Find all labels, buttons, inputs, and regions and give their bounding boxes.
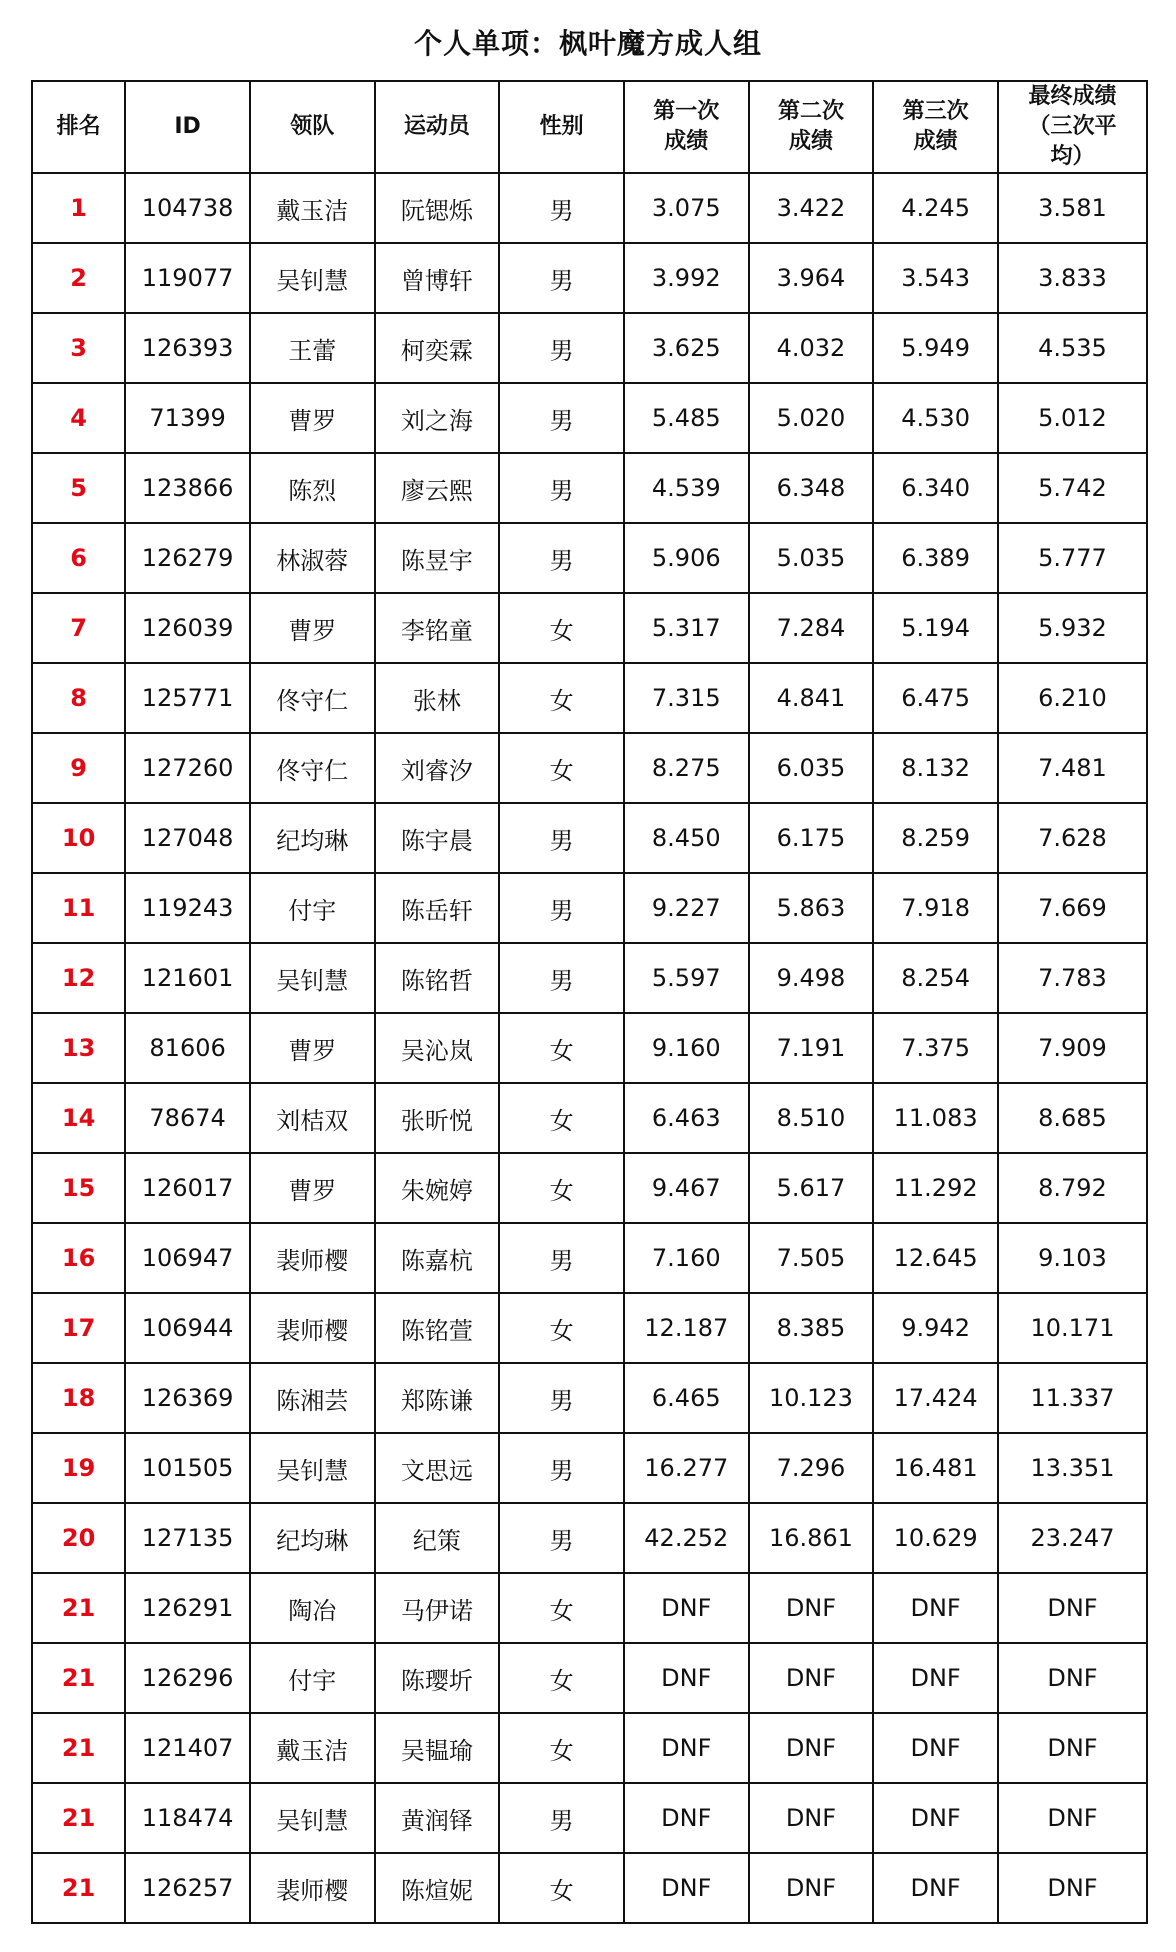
gender-cell: 男 bbox=[499, 313, 624, 383]
score-1-cell: 9.227 bbox=[624, 873, 749, 943]
score-3-cell: 9.942 bbox=[873, 1293, 998, 1363]
athlete-cell: 陈昱宇 bbox=[375, 523, 500, 593]
athlete-cell: 黄润铎 bbox=[375, 1783, 500, 1853]
score-2-cell: 7.296 bbox=[749, 1433, 874, 1503]
id-cell: 101505 bbox=[125, 1433, 250, 1503]
id-cell: 106944 bbox=[125, 1293, 250, 1363]
gender-cell: 男 bbox=[499, 803, 624, 873]
rank-cell: 16 bbox=[32, 1223, 125, 1293]
rank-cell: 4 bbox=[32, 383, 125, 453]
leader-cell: 付宇 bbox=[250, 1643, 375, 1713]
leader-cell: 裴师樱 bbox=[250, 1293, 375, 1363]
rank-cell: 21 bbox=[32, 1573, 125, 1643]
final-score-cell: 7.481 bbox=[998, 733, 1147, 803]
leader-cell: 吴钊慧 bbox=[250, 243, 375, 313]
gender-cell: 男 bbox=[499, 943, 624, 1013]
final-score-cell: 7.783 bbox=[998, 943, 1147, 1013]
table-row bbox=[32, 803, 1147, 873]
id-cell: 126039 bbox=[125, 593, 250, 663]
table-row bbox=[32, 1713, 1147, 1783]
leader-cell: 林淑蓉 bbox=[250, 523, 375, 593]
athlete-cell: 郑陈谦 bbox=[375, 1363, 500, 1433]
gender-cell: 女 bbox=[499, 1853, 624, 1923]
score-1-cell: 42.252 bbox=[624, 1503, 749, 1573]
leader-cell: 王蕾 bbox=[250, 313, 375, 383]
score-3-cell: 8.132 bbox=[873, 733, 998, 803]
score-2-cell: 6.035 bbox=[749, 733, 874, 803]
leader-cell: 刘桔双 bbox=[250, 1083, 375, 1153]
athlete-cell: 陈铭萱 bbox=[375, 1293, 500, 1363]
table-row bbox=[32, 173, 1147, 243]
athlete-cell: 曾博轩 bbox=[375, 243, 500, 313]
score-1-cell: DNF bbox=[624, 1783, 749, 1853]
score-2-cell: 8.510 bbox=[749, 1083, 874, 1153]
table-row bbox=[32, 1223, 1147, 1293]
id-cell: 125771 bbox=[125, 663, 250, 733]
score-2-cell: 5.035 bbox=[749, 523, 874, 593]
score-2-cell: DNF bbox=[749, 1713, 874, 1783]
gender-cell: 女 bbox=[499, 1153, 624, 1223]
final-score-cell: 7.909 bbox=[998, 1013, 1147, 1083]
final-score-cell: DNF bbox=[998, 1853, 1147, 1923]
rank-cell: 14 bbox=[32, 1083, 125, 1153]
header-id: ID bbox=[125, 81, 250, 173]
table-row bbox=[32, 1293, 1147, 1363]
table-row bbox=[32, 1503, 1147, 1573]
final-score-cell: DNF bbox=[998, 1643, 1147, 1713]
rank-cell: 21 bbox=[32, 1783, 125, 1853]
gender-cell: 女 bbox=[499, 593, 624, 663]
table-row bbox=[32, 1433, 1147, 1503]
score-3-cell: 12.645 bbox=[873, 1223, 998, 1293]
athlete-cell: 刘睿汐 bbox=[375, 733, 500, 803]
score-1-cell: DNF bbox=[624, 1573, 749, 1643]
athlete-cell: 李铭童 bbox=[375, 593, 500, 663]
score-3-cell: 6.389 bbox=[873, 523, 998, 593]
score-3-cell: 8.259 bbox=[873, 803, 998, 873]
score-2-cell: 7.191 bbox=[749, 1013, 874, 1083]
final-score-cell: 8.792 bbox=[998, 1153, 1147, 1223]
results-table bbox=[31, 80, 1148, 1924]
score-1-cell: 6.465 bbox=[624, 1363, 749, 1433]
athlete-cell: 陈璎圻 bbox=[375, 1643, 500, 1713]
score-1-cell: 12.187 bbox=[624, 1293, 749, 1363]
rank-cell: 6 bbox=[32, 523, 125, 593]
score-3-cell: DNF bbox=[873, 1713, 998, 1783]
rank-cell: 15 bbox=[32, 1153, 125, 1223]
score-2-cell: DNF bbox=[749, 1573, 874, 1643]
score-3-cell: DNF bbox=[873, 1853, 998, 1923]
score-3-cell: 6.475 bbox=[873, 663, 998, 733]
score-1-cell: 6.463 bbox=[624, 1083, 749, 1153]
score-1-cell: 3.625 bbox=[624, 313, 749, 383]
gender-cell: 男 bbox=[499, 1363, 624, 1433]
score-3-cell: DNF bbox=[873, 1643, 998, 1713]
score-3-cell: DNF bbox=[873, 1573, 998, 1643]
leader-cell: 陈烈 bbox=[250, 453, 375, 523]
table-row bbox=[32, 733, 1147, 803]
table-row bbox=[32, 873, 1147, 943]
score-1-cell: 3.992 bbox=[624, 243, 749, 313]
score-2-cell: 5.863 bbox=[749, 873, 874, 943]
id-cell: 121601 bbox=[125, 943, 250, 1013]
score-3-cell: 10.629 bbox=[873, 1503, 998, 1573]
score-3-cell: 4.530 bbox=[873, 383, 998, 453]
final-score-cell: 9.103 bbox=[998, 1223, 1147, 1293]
rank-cell: 21 bbox=[32, 1713, 125, 1783]
leader-cell: 吴钊慧 bbox=[250, 943, 375, 1013]
rank-cell: 19 bbox=[32, 1433, 125, 1503]
final-score-cell: 3.581 bbox=[998, 173, 1147, 243]
id-cell: 126279 bbox=[125, 523, 250, 593]
id-cell: 119243 bbox=[125, 873, 250, 943]
leader-cell: 佟守仁 bbox=[250, 663, 375, 733]
rank-cell: 3 bbox=[32, 313, 125, 383]
score-2-cell: 16.861 bbox=[749, 1503, 874, 1573]
final-score-cell: 10.171 bbox=[998, 1293, 1147, 1363]
header-score-1: 第一次 成绩 bbox=[624, 81, 749, 173]
table-row bbox=[32, 1363, 1147, 1433]
table-row bbox=[32, 313, 1147, 383]
leader-cell: 陈湘芸 bbox=[250, 1363, 375, 1433]
score-2-cell: 7.284 bbox=[749, 593, 874, 663]
gender-cell: 女 bbox=[499, 1643, 624, 1713]
score-3-cell: 16.481 bbox=[873, 1433, 998, 1503]
athlete-cell: 刘之海 bbox=[375, 383, 500, 453]
score-1-cell: DNF bbox=[624, 1853, 749, 1923]
score-1-cell: 5.906 bbox=[624, 523, 749, 593]
rank-cell: 21 bbox=[32, 1643, 125, 1713]
score-1-cell: 7.315 bbox=[624, 663, 749, 733]
gender-cell: 男 bbox=[499, 1223, 624, 1293]
table-row bbox=[32, 1573, 1147, 1643]
gender-cell: 男 bbox=[499, 173, 624, 243]
id-cell: 119077 bbox=[125, 243, 250, 313]
score-3-cell: 4.245 bbox=[873, 173, 998, 243]
leader-cell: 佟守仁 bbox=[250, 733, 375, 803]
header-leader: 领队 bbox=[250, 81, 375, 173]
table-row bbox=[32, 1853, 1147, 1923]
athlete-cell: 朱婉婷 bbox=[375, 1153, 500, 1223]
rank-cell: 17 bbox=[32, 1293, 125, 1363]
rank-cell: 10 bbox=[32, 803, 125, 873]
leader-cell: 裴师樱 bbox=[250, 1853, 375, 1923]
final-score-cell: 11.337 bbox=[998, 1363, 1147, 1433]
gender-cell: 男 bbox=[499, 1433, 624, 1503]
rank-cell: 7 bbox=[32, 593, 125, 663]
id-cell: 78674 bbox=[125, 1083, 250, 1153]
rank-cell: 2 bbox=[32, 243, 125, 313]
athlete-cell: 柯奕霖 bbox=[375, 313, 500, 383]
score-2-cell: 9.498 bbox=[749, 943, 874, 1013]
score-3-cell: 5.194 bbox=[873, 593, 998, 663]
score-3-cell: 6.340 bbox=[873, 453, 998, 523]
id-cell: 127135 bbox=[125, 1503, 250, 1573]
gender-cell: 男 bbox=[499, 873, 624, 943]
rank-cell: 13 bbox=[32, 1013, 125, 1083]
id-cell: 71399 bbox=[125, 383, 250, 453]
rank-cell: 21 bbox=[32, 1853, 125, 1923]
final-score-cell: 7.669 bbox=[998, 873, 1147, 943]
athlete-cell: 廖云熙 bbox=[375, 453, 500, 523]
gender-cell: 男 bbox=[499, 1503, 624, 1573]
score-2-cell: DNF bbox=[749, 1643, 874, 1713]
id-cell: 127048 bbox=[125, 803, 250, 873]
header-athlete: 运动员 bbox=[375, 81, 500, 173]
score-2-cell: 6.348 bbox=[749, 453, 874, 523]
id-cell: 126369 bbox=[125, 1363, 250, 1433]
score-1-cell: 5.485 bbox=[624, 383, 749, 453]
id-cell: 121407 bbox=[125, 1713, 250, 1783]
table-row bbox=[32, 1783, 1147, 1853]
gender-cell: 女 bbox=[499, 1083, 624, 1153]
rank-cell: 12 bbox=[32, 943, 125, 1013]
score-1-cell: 8.450 bbox=[624, 803, 749, 873]
leader-cell: 曹罗 bbox=[250, 1013, 375, 1083]
final-score-cell: 3.833 bbox=[998, 243, 1147, 313]
athlete-cell: 阮锶烁 bbox=[375, 173, 500, 243]
leader-cell: 戴玉洁 bbox=[250, 1713, 375, 1783]
athlete-cell: 陈岳轩 bbox=[375, 873, 500, 943]
athlete-cell: 吴沁岚 bbox=[375, 1013, 500, 1083]
score-2-cell: DNF bbox=[749, 1853, 874, 1923]
score-3-cell: 17.424 bbox=[873, 1363, 998, 1433]
table-row bbox=[32, 243, 1147, 313]
athlete-cell: 陈嘉杭 bbox=[375, 1223, 500, 1293]
athlete-cell: 张林 bbox=[375, 663, 500, 733]
final-score-cell: 6.210 bbox=[998, 663, 1147, 733]
table-row bbox=[32, 593, 1147, 663]
rank-cell: 5 bbox=[32, 453, 125, 523]
final-score-cell: 7.628 bbox=[998, 803, 1147, 873]
gender-cell: 女 bbox=[499, 663, 624, 733]
id-cell: 104738 bbox=[125, 173, 250, 243]
score-2-cell: 7.505 bbox=[749, 1223, 874, 1293]
table-row bbox=[32, 523, 1147, 593]
id-cell: 118474 bbox=[125, 1783, 250, 1853]
score-3-cell: 7.918 bbox=[873, 873, 998, 943]
final-score-cell: 23.247 bbox=[998, 1503, 1147, 1573]
final-score-cell: DNF bbox=[998, 1713, 1147, 1783]
final-score-cell: 5.932 bbox=[998, 593, 1147, 663]
athlete-cell: 陈宇晨 bbox=[375, 803, 500, 873]
score-3-cell: 11.292 bbox=[873, 1153, 998, 1223]
page-title: 个人单项：枫叶魔方成人组 bbox=[413, 27, 762, 60]
leader-cell: 吴钊慧 bbox=[250, 1783, 375, 1853]
id-cell: 126291 bbox=[125, 1573, 250, 1643]
score-2-cell: 3.422 bbox=[749, 173, 874, 243]
score-3-cell: 7.375 bbox=[873, 1013, 998, 1083]
gender-cell: 男 bbox=[499, 243, 624, 313]
gender-cell: 男 bbox=[499, 453, 624, 523]
gender-cell: 女 bbox=[499, 733, 624, 803]
score-2-cell: 6.175 bbox=[749, 803, 874, 873]
id-cell: 81606 bbox=[125, 1013, 250, 1083]
score-2-cell: 4.032 bbox=[749, 313, 874, 383]
score-1-cell: 7.160 bbox=[624, 1223, 749, 1293]
athlete-cell: 马伊诺 bbox=[375, 1573, 500, 1643]
score-1-cell: 5.597 bbox=[624, 943, 749, 1013]
gender-cell: 女 bbox=[499, 1293, 624, 1363]
gender-cell: 女 bbox=[499, 1013, 624, 1083]
table-header-row bbox=[32, 81, 1147, 173]
score-1-cell: 16.277 bbox=[624, 1433, 749, 1503]
score-1-cell: 5.317 bbox=[624, 593, 749, 663]
id-cell: 126296 bbox=[125, 1643, 250, 1713]
leader-cell: 戴玉洁 bbox=[250, 173, 375, 243]
final-score-cell: 5.012 bbox=[998, 383, 1147, 453]
rank-cell: 11 bbox=[32, 873, 125, 943]
header-final-score: 最终成绩 （三次平 均） bbox=[998, 81, 1147, 173]
leader-cell: 陶冶 bbox=[250, 1573, 375, 1643]
table-row bbox=[32, 383, 1147, 453]
final-score-cell: 5.742 bbox=[998, 453, 1147, 523]
score-2-cell: 5.020 bbox=[749, 383, 874, 453]
athlete-cell: 纪策 bbox=[375, 1503, 500, 1573]
score-3-cell: 8.254 bbox=[873, 943, 998, 1013]
athlete-cell: 陈铭哲 bbox=[375, 943, 500, 1013]
gender-cell: 男 bbox=[499, 383, 624, 453]
score-1-cell: 8.275 bbox=[624, 733, 749, 803]
header-score-3: 第三次 成绩 bbox=[873, 81, 998, 173]
score-1-cell: DNF bbox=[624, 1713, 749, 1783]
score-1-cell: DNF bbox=[624, 1643, 749, 1713]
score-2-cell: 5.617 bbox=[749, 1153, 874, 1223]
table-row bbox=[32, 663, 1147, 733]
rank-cell: 1 bbox=[32, 173, 125, 243]
final-score-cell: 4.535 bbox=[998, 313, 1147, 383]
id-cell: 123866 bbox=[125, 453, 250, 523]
id-cell: 127260 bbox=[125, 733, 250, 803]
header-gender: 性别 bbox=[499, 81, 624, 173]
leader-cell: 曹罗 bbox=[250, 593, 375, 663]
final-score-cell: 13.351 bbox=[998, 1433, 1147, 1503]
leader-cell: 吴钊慧 bbox=[250, 1433, 375, 1503]
rank-cell: 20 bbox=[32, 1503, 125, 1573]
table-row bbox=[32, 1153, 1147, 1223]
leader-cell: 曹罗 bbox=[250, 1153, 375, 1223]
athlete-cell: 文思远 bbox=[375, 1433, 500, 1503]
gender-cell: 女 bbox=[499, 1573, 624, 1643]
score-1-cell: 4.539 bbox=[624, 453, 749, 523]
score-3-cell: DNF bbox=[873, 1783, 998, 1853]
leader-cell: 裴师樱 bbox=[250, 1223, 375, 1293]
table-row bbox=[32, 943, 1147, 1013]
final-score-cell: 5.777 bbox=[998, 523, 1147, 593]
leader-cell: 纪均琳 bbox=[250, 803, 375, 873]
id-cell: 126257 bbox=[125, 1853, 250, 1923]
score-1-cell: 9.467 bbox=[624, 1153, 749, 1223]
final-score-cell: 8.685 bbox=[998, 1083, 1147, 1153]
table-row bbox=[32, 1643, 1147, 1713]
rank-cell: 18 bbox=[32, 1363, 125, 1433]
score-2-cell: 4.841 bbox=[749, 663, 874, 733]
athlete-cell: 张昕悦 bbox=[375, 1083, 500, 1153]
score-2-cell: 10.123 bbox=[749, 1363, 874, 1433]
score-3-cell: 5.949 bbox=[873, 313, 998, 383]
final-score-cell: DNF bbox=[998, 1573, 1147, 1643]
leader-cell: 曹罗 bbox=[250, 383, 375, 453]
rank-cell: 9 bbox=[32, 733, 125, 803]
rank-cell: 8 bbox=[32, 663, 125, 733]
header-score-2: 第二次 成绩 bbox=[749, 81, 874, 173]
table-row bbox=[32, 1083, 1147, 1153]
leader-cell: 付宇 bbox=[250, 873, 375, 943]
score-2-cell: 3.964 bbox=[749, 243, 874, 313]
score-3-cell: 11.083 bbox=[873, 1083, 998, 1153]
table-row bbox=[32, 1013, 1147, 1083]
athlete-cell: 陈煊妮 bbox=[375, 1853, 500, 1923]
header-rank: 排名 bbox=[32, 81, 125, 173]
id-cell: 106947 bbox=[125, 1223, 250, 1293]
athlete-cell: 吴韫瑜 bbox=[375, 1713, 500, 1783]
score-2-cell: DNF bbox=[749, 1783, 874, 1853]
score-1-cell: 3.075 bbox=[624, 173, 749, 243]
score-2-cell: 8.385 bbox=[749, 1293, 874, 1363]
table-row bbox=[32, 453, 1147, 523]
gender-cell: 男 bbox=[499, 523, 624, 593]
table-body bbox=[32, 173, 1147, 1923]
leader-cell: 纪均琳 bbox=[250, 1503, 375, 1573]
id-cell: 126393 bbox=[125, 313, 250, 383]
final-score-cell: DNF bbox=[998, 1783, 1147, 1853]
score-1-cell: 9.160 bbox=[624, 1013, 749, 1083]
score-3-cell: 3.543 bbox=[873, 243, 998, 313]
gender-cell: 男 bbox=[499, 1783, 624, 1853]
id-cell: 126017 bbox=[125, 1153, 250, 1223]
gender-cell: 女 bbox=[499, 1713, 624, 1783]
